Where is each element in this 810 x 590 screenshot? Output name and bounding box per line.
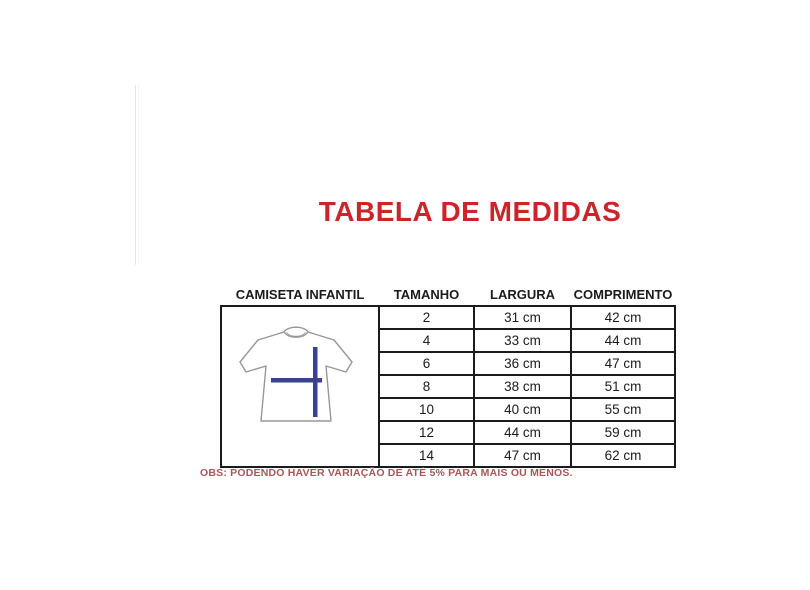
tshirt-diagram-icon (230, 319, 370, 441)
page-title: TABELA DE MEDIDAS (318, 196, 622, 227)
cell-largura: 40 cm (474, 398, 571, 421)
size-table (220, 285, 676, 468)
cell-comprimento: 42 cm (571, 306, 675, 329)
cell-comprimento: 44 cm (571, 329, 675, 352)
cell-tamanho: 4 (379, 329, 474, 352)
cell-comprimento: 59 cm (571, 421, 675, 444)
column-header-tamanho: TAMANHO (393, 287, 460, 302)
cell-largura: 31 cm (474, 306, 571, 329)
width-measure-line (271, 378, 322, 383)
cell-comprimento: 51 cm (571, 375, 675, 398)
column-header-largura: LARGURA (490, 287, 555, 302)
scan-artifact-line (135, 85, 136, 265)
cell-largura: 47 cm (474, 444, 571, 467)
cell-tamanho: 10 (379, 398, 474, 421)
cell-largura: 36 cm (474, 352, 571, 375)
column-header-product: CAMISETA INFANTIL (235, 287, 365, 302)
tshirt-cell (221, 306, 379, 467)
table-header-row (221, 285, 675, 306)
cell-comprimento: 47 cm (571, 352, 675, 375)
cell-tamanho: 12 (379, 421, 474, 444)
cell-largura: 44 cm (474, 421, 571, 444)
cell-largura: 33 cm (474, 329, 571, 352)
cell-comprimento: 62 cm (571, 444, 675, 467)
table-row (221, 306, 675, 329)
cell-tamanho: 8 (379, 375, 474, 398)
cell-tamanho: 14 (379, 444, 474, 467)
disclaimer-note: OBS: PODENDO HAVER VARIAÇÃO DE ATÉ 5% PARA MAIS OU MENOS. (200, 467, 573, 479)
cell-tamanho: 2 (379, 306, 474, 329)
cell-comprimento: 55 cm (571, 398, 675, 421)
cell-largura: 38 cm (474, 375, 571, 398)
column-header-comprimento: COMPRIMENTO (573, 287, 673, 302)
cell-tamanho: 6 (379, 352, 474, 375)
